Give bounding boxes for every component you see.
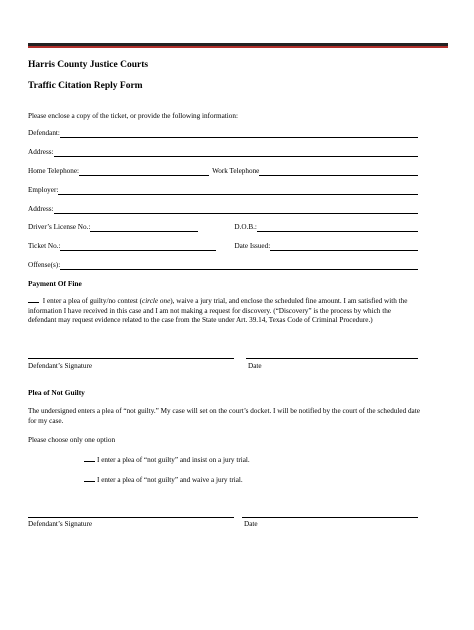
option-waive-jury-blank[interactable] <box>84 475 95 482</box>
dob-label: D.O.B.: <box>234 223 257 231</box>
payment-date-label: Date <box>248 362 262 370</box>
license-field[interactable] <box>90 223 198 232</box>
option-jury-trial-blank[interactable] <box>84 455 95 462</box>
not-guilty-heading: Plea of Not Guilty <box>28 388 85 397</box>
address1-label: Address: <box>28 148 54 156</box>
payment-paragraph <box>28 296 420 326</box>
option-waive-jury-text: I enter a plea of “not guilty” and waive a jury trial. <box>97 476 243 484</box>
not-guilty-paragraph: The undersigned enters a plea of “not guilty.” My case will set on the court’s docket. I will be notified by the court of the scheduled date for my case. <box>28 407 420 425</box>
employer-field[interactable] <box>58 186 418 195</box>
address1-field[interactable] <box>54 148 418 157</box>
dob-field[interactable] <box>257 223 418 232</box>
address2-label: Address: <box>28 205 54 213</box>
form-title: Traffic Citation Reply Form <box>28 81 143 91</box>
payment-text-2: ), waive a jury trial, and enclose the scheduled fine amount. I am satisfied with the information I have received in this case and I am not making a request for discovery. (“Discovery” is the process by which the defendant may request evidence related to the case from the State under Art. 39.14, Texas Code of Criminal Procedure.) <box>28 297 408 324</box>
choose-option-text: Please choose only one option <box>28 436 116 444</box>
offenses-row <box>28 259 418 270</box>
payment-heading: Payment Of Fine <box>28 279 82 288</box>
home-phone-label: Home Telephone: <box>28 167 80 175</box>
employer-row <box>28 184 418 195</box>
offenses-label: Offense(s): <box>28 261 61 269</box>
not-guilty-date-label: Date <box>244 520 258 528</box>
payment-text-italic: circle one <box>142 297 171 305</box>
payment-date-line[interactable] <box>246 358 418 359</box>
offenses-field[interactable] <box>60 261 418 270</box>
work-phone-label: Work Telephone <box>212 167 260 175</box>
ticket-no-label: Ticket No.: <box>28 242 61 250</box>
option-waive-jury <box>84 475 243 484</box>
date-issued-label: Date Issued: <box>234 242 271 250</box>
ticket-no-field[interactable] <box>60 242 216 251</box>
work-phone-field[interactable] <box>259 167 418 176</box>
address2-field[interactable] <box>54 205 418 214</box>
not-guilty-date-line[interactable] <box>242 517 418 518</box>
defendant-row <box>28 127 418 138</box>
option-jury-trial-text: I enter a plea of “not guilty” and insist on a jury trial. <box>97 456 250 464</box>
intro-text: Please enclose a copy of the ticket, or provide the following information: <box>28 112 238 120</box>
address1-row <box>28 146 418 157</box>
payment-text-1: I enter a plea of guilty/no contest ( <box>41 297 142 305</box>
home-phone-field[interactable] <box>79 167 209 176</box>
date-issued-field[interactable] <box>270 242 418 251</box>
option-jury-trial <box>84 455 250 464</box>
employer-label: Employer: <box>28 186 59 194</box>
court-name: Harris County Justice Courts <box>28 60 149 70</box>
payment-signature-label: Defendant’s Signature <box>28 362 93 370</box>
license-row <box>28 221 418 232</box>
ticket-row <box>28 240 418 251</box>
address2-row <box>28 203 418 214</box>
payment-checkbox-blank[interactable] <box>28 296 39 303</box>
header-accent-rule <box>28 46 448 48</box>
telephone-row <box>28 165 418 176</box>
defendant-label: Defendant: <box>28 129 60 137</box>
defendant-field[interactable] <box>60 129 418 138</box>
license-label: Driver’s License No.: <box>28 223 91 231</box>
payment-signature-line[interactable] <box>28 358 234 359</box>
not-guilty-signature-line[interactable] <box>28 517 234 518</box>
not-guilty-signature-label: Defendant’s Signature <box>28 520 93 528</box>
